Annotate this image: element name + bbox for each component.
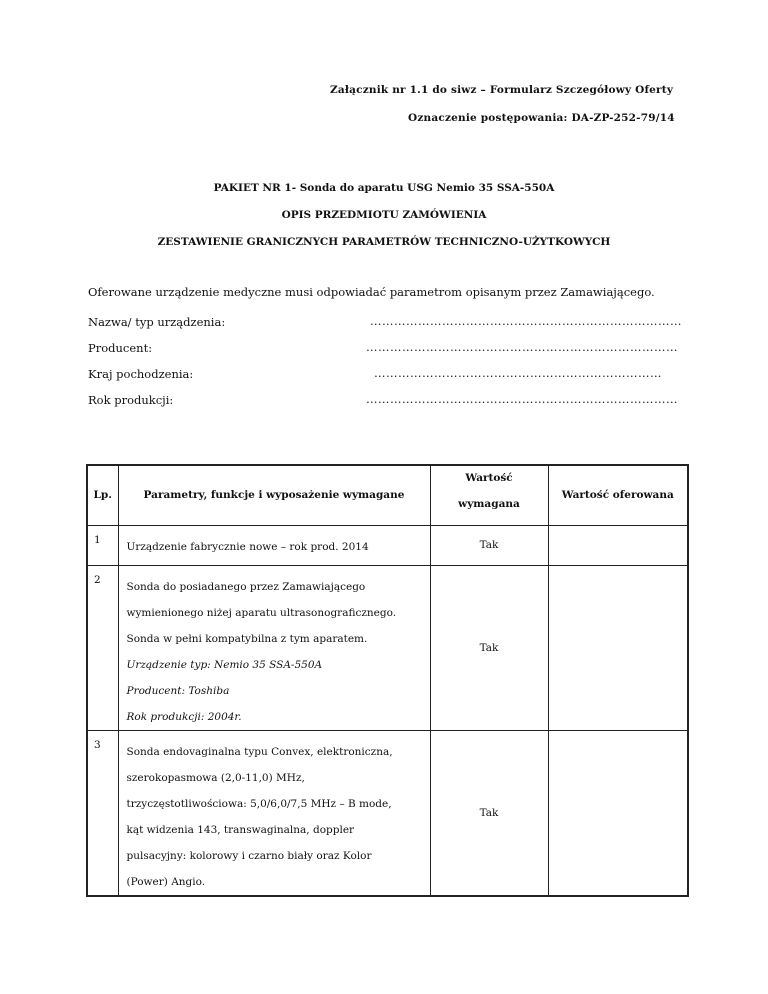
- param-line: Urządzenie fabrycznie nowe – rok prod. 2014: [126, 540, 369, 553]
- attachment-header: Załącznik nr 1.1 do siwz – Formularz Szczegółowy Oferty: [330, 84, 674, 96]
- row-required: Tak: [430, 525, 548, 565]
- field-value-producer[interactable]: ……………………………………………………………………: [366, 340, 678, 354]
- field-label-year: Rok produkcji:: [88, 393, 174, 407]
- table-row: [87, 525, 688, 565]
- param-line: Sonda do posiadanego przez Zamawiającego: [126, 580, 366, 593]
- field-label-country: Kraj pochodzenia:: [88, 367, 194, 381]
- row-required: Tak: [430, 565, 548, 730]
- row-offered-cell[interactable]: [548, 565, 688, 730]
- param-line: wymienionego niżej aparatu ultrasonograficznego.: [126, 606, 397, 619]
- field-value-year[interactable]: ……………………………………………………………………: [366, 392, 678, 406]
- param-line-italic: Rok produkcji: 2004r.: [126, 710, 242, 723]
- param-line: Sonda endovaginalna typu Convex, elektroniczna,: [126, 745, 393, 758]
- header-params: Parametry, funkcje i wyposażenie wymagane: [118, 465, 430, 525]
- header-lp: Lp.: [87, 465, 118, 525]
- field-value-country[interactable]: ………………………………………………………………: [374, 366, 662, 380]
- field-label-producer: Producent:: [88, 341, 153, 355]
- parameters-table: [86, 464, 689, 897]
- row-params: [118, 565, 430, 730]
- table-row: [87, 565, 688, 730]
- reference-header: Oznaczenie postępowania: DA-ZP-252-79/14: [408, 112, 675, 124]
- row-offered-cell[interactable]: [548, 525, 688, 565]
- row-required: Tak: [430, 730, 548, 896]
- param-line: trzyczęstotliwościowa: 5,0/6,0/7,5 MHz – B mode,: [126, 797, 392, 810]
- param-line: (Power) Angio.: [126, 875, 206, 888]
- row-params: [118, 730, 430, 896]
- field-value-name[interactable]: ……………………………………………………………………: [370, 314, 682, 328]
- param-line-italic: Producent: Toshiba: [126, 684, 230, 697]
- row-params: [118, 525, 430, 565]
- param-line: kąt widzenia 143, transwaginalna, doppler: [126, 823, 355, 836]
- header-required-line2: wymagana: [458, 498, 520, 510]
- param-line: Sonda w pełni kompatybilna z tym aparatem.: [126, 632, 368, 645]
- table-row: [87, 730, 688, 896]
- row-number: 3: [87, 730, 118, 896]
- row-number: 2: [87, 565, 118, 730]
- summary-title: ZESTAWIENIE GRANICZNYCH PARAMETRÓW TECHNICZNO-UŻYTKOWYCH: [157, 236, 611, 248]
- param-line: pulsacyjny: kolorowy i czarno biały oraz Kolor: [126, 849, 372, 862]
- header-required: [430, 465, 548, 525]
- row-offered-cell[interactable]: [548, 730, 688, 896]
- field-label-name: Nazwa/ typ urządzenia:: [88, 315, 226, 329]
- package-title: PAKIET NR 1- Sonda do aparatu USG Nemio 35 SSA-550A: [213, 182, 555, 194]
- row-number: 1: [87, 525, 118, 565]
- intro-text: Oferowane urządzenie medyczne musi odpowiadać parametrom opisanym przez Zamawiającego.: [88, 285, 655, 299]
- param-line-italic: Urządzenie typ: Nemio 35 SSA-550A: [126, 658, 323, 671]
- description-title: OPIS PRZEDMIOTU ZAMÓWIENIA: [281, 209, 487, 221]
- table-header-row: [87, 465, 688, 525]
- header-offered: Wartość oferowana: [548, 465, 688, 525]
- header-required-line1: Wartość: [465, 472, 513, 484]
- param-line: szerokopasmowa (2,0-11,0) MHz,: [126, 771, 305, 784]
